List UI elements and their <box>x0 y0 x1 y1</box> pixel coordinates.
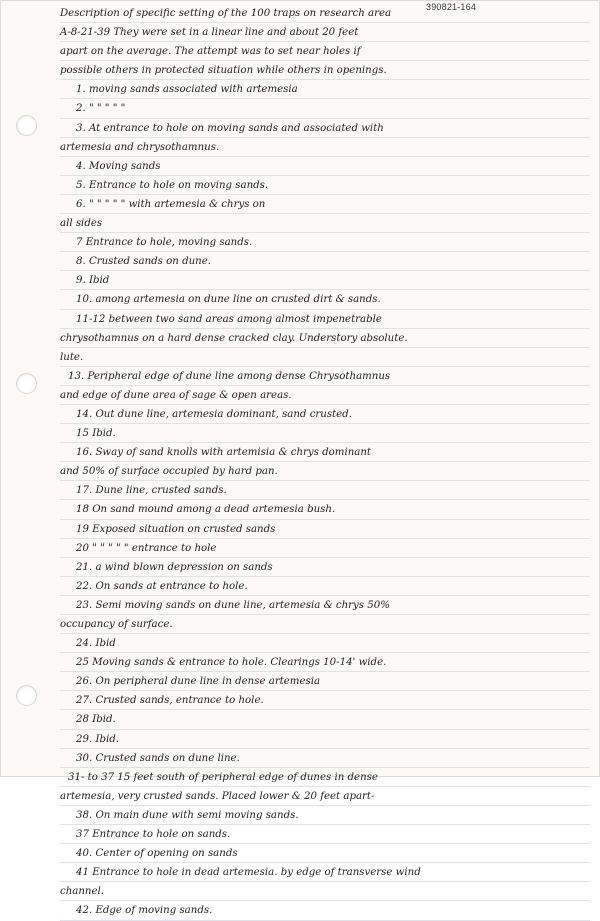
note-line: 28 Ibid. <box>60 710 590 729</box>
note-line: 20 " " " " " entrance to hole <box>60 539 590 558</box>
note-line: and edge of dune area of sage & open areas. <box>60 386 590 405</box>
note-line: 31- to 37 15 feet south of peripheral edge of dunes in dense <box>60 768 590 787</box>
accession-number: 390821-164 <box>426 2 477 12</box>
note-line: A-8-21-39 They were set in a linear line and about 20 feet <box>60 23 590 42</box>
note-line: 19 Exposed situation on crusted sands <box>60 520 590 539</box>
note-line: 9. Ibid <box>60 271 590 290</box>
note-line: 29. Ibid. <box>60 730 590 749</box>
note-line: channel. <box>60 882 590 901</box>
note-line: and 50% of surface occupied by hard pan. <box>60 462 590 481</box>
note-line: 37 Entrance to hole on sands. <box>60 825 590 844</box>
note-line: 18 On sand mound among a dead artemesia bush. <box>60 500 590 519</box>
note-line: 8. Crusted sands on dune. <box>60 252 590 271</box>
note-line: 4. Moving sands <box>60 157 590 176</box>
note-line: 26. On peripheral dune line in dense artemesia <box>60 672 590 691</box>
note-line: 10. among artemesia on dune line on crusted dirt & sands. <box>60 290 590 309</box>
note-line: apart on the average. The attempt was to set near holes if <box>60 42 590 61</box>
note-line: 3. At entrance to hole on moving sands and associated with <box>60 119 590 138</box>
note-line: 16. Sway of sand knolls with artemisia & chrys dominant <box>60 443 590 462</box>
note-line: 24. Ibid <box>60 634 590 653</box>
note-line: 23. Semi moving sands on dune line, artemesia & chrys 50% <box>60 596 590 615</box>
note-line: 42. Edge of moving sands. <box>60 901 590 920</box>
note-line: 40. Center of opening on sands <box>60 844 590 863</box>
note-line: Description of specific setting of the 100 traps on research area <box>60 4 590 23</box>
note-line: 13. Peripheral edge of dune line among dense Chrysothamnus <box>60 367 590 386</box>
handwritten-notes <box>60 4 590 921</box>
punch-hole-bottom <box>16 685 37 706</box>
note-line: 2. " " " " " <box>60 99 590 118</box>
note-line: 25 Moving sands & entrance to hole. Clearings 10-14' wide. <box>60 653 590 672</box>
note-line: 7 Entrance to hole, moving sands. <box>60 233 590 252</box>
note-line: 30. Crusted sands on dune line. <box>60 749 590 768</box>
note-line: possible others in protected situation while others in openings. <box>60 61 590 80</box>
note-line: 38. On main dune with semi moving sands. <box>60 806 590 825</box>
note-line: 41 Entrance to hole in dead artemesia. by edge of transverse wind <box>60 863 590 882</box>
punch-hole-middle <box>16 373 37 394</box>
note-line: all sides <box>60 214 590 233</box>
note-line: 1. moving sands associated with artemesia <box>60 80 590 99</box>
note-line: 22. On sands at entrance to hole. <box>60 577 590 596</box>
note-line: lute. <box>60 348 590 367</box>
note-line: artemesia and chrysothamnus. <box>60 138 590 157</box>
note-line: 11-12 between two sand areas among almost impenetrable <box>60 310 590 329</box>
punch-hole-top <box>16 115 37 136</box>
note-line: 6. " " " " " with artemesia & chrys on <box>60 195 590 214</box>
note-line: 14. Out dune line, artemesia dominant, sand crusted. <box>60 405 590 424</box>
note-line: 15 Ibid. <box>60 424 590 443</box>
note-line: 17. Dune line, crusted sands. <box>60 481 590 500</box>
note-line: chrysothamnus on a hard dense cracked clay. Understory absolute. <box>60 329 590 348</box>
note-line: 27. Crusted sands, entrance to hole. <box>60 691 590 710</box>
note-line: artemesia, very crusted sands. Placed lower & 20 feet apart- <box>60 787 590 806</box>
note-line: occupancy of surface. <box>60 615 590 634</box>
note-line: 21. a wind blown depression on sands <box>60 558 590 577</box>
note-line: 5. Entrance to hole on moving sands. <box>60 176 590 195</box>
